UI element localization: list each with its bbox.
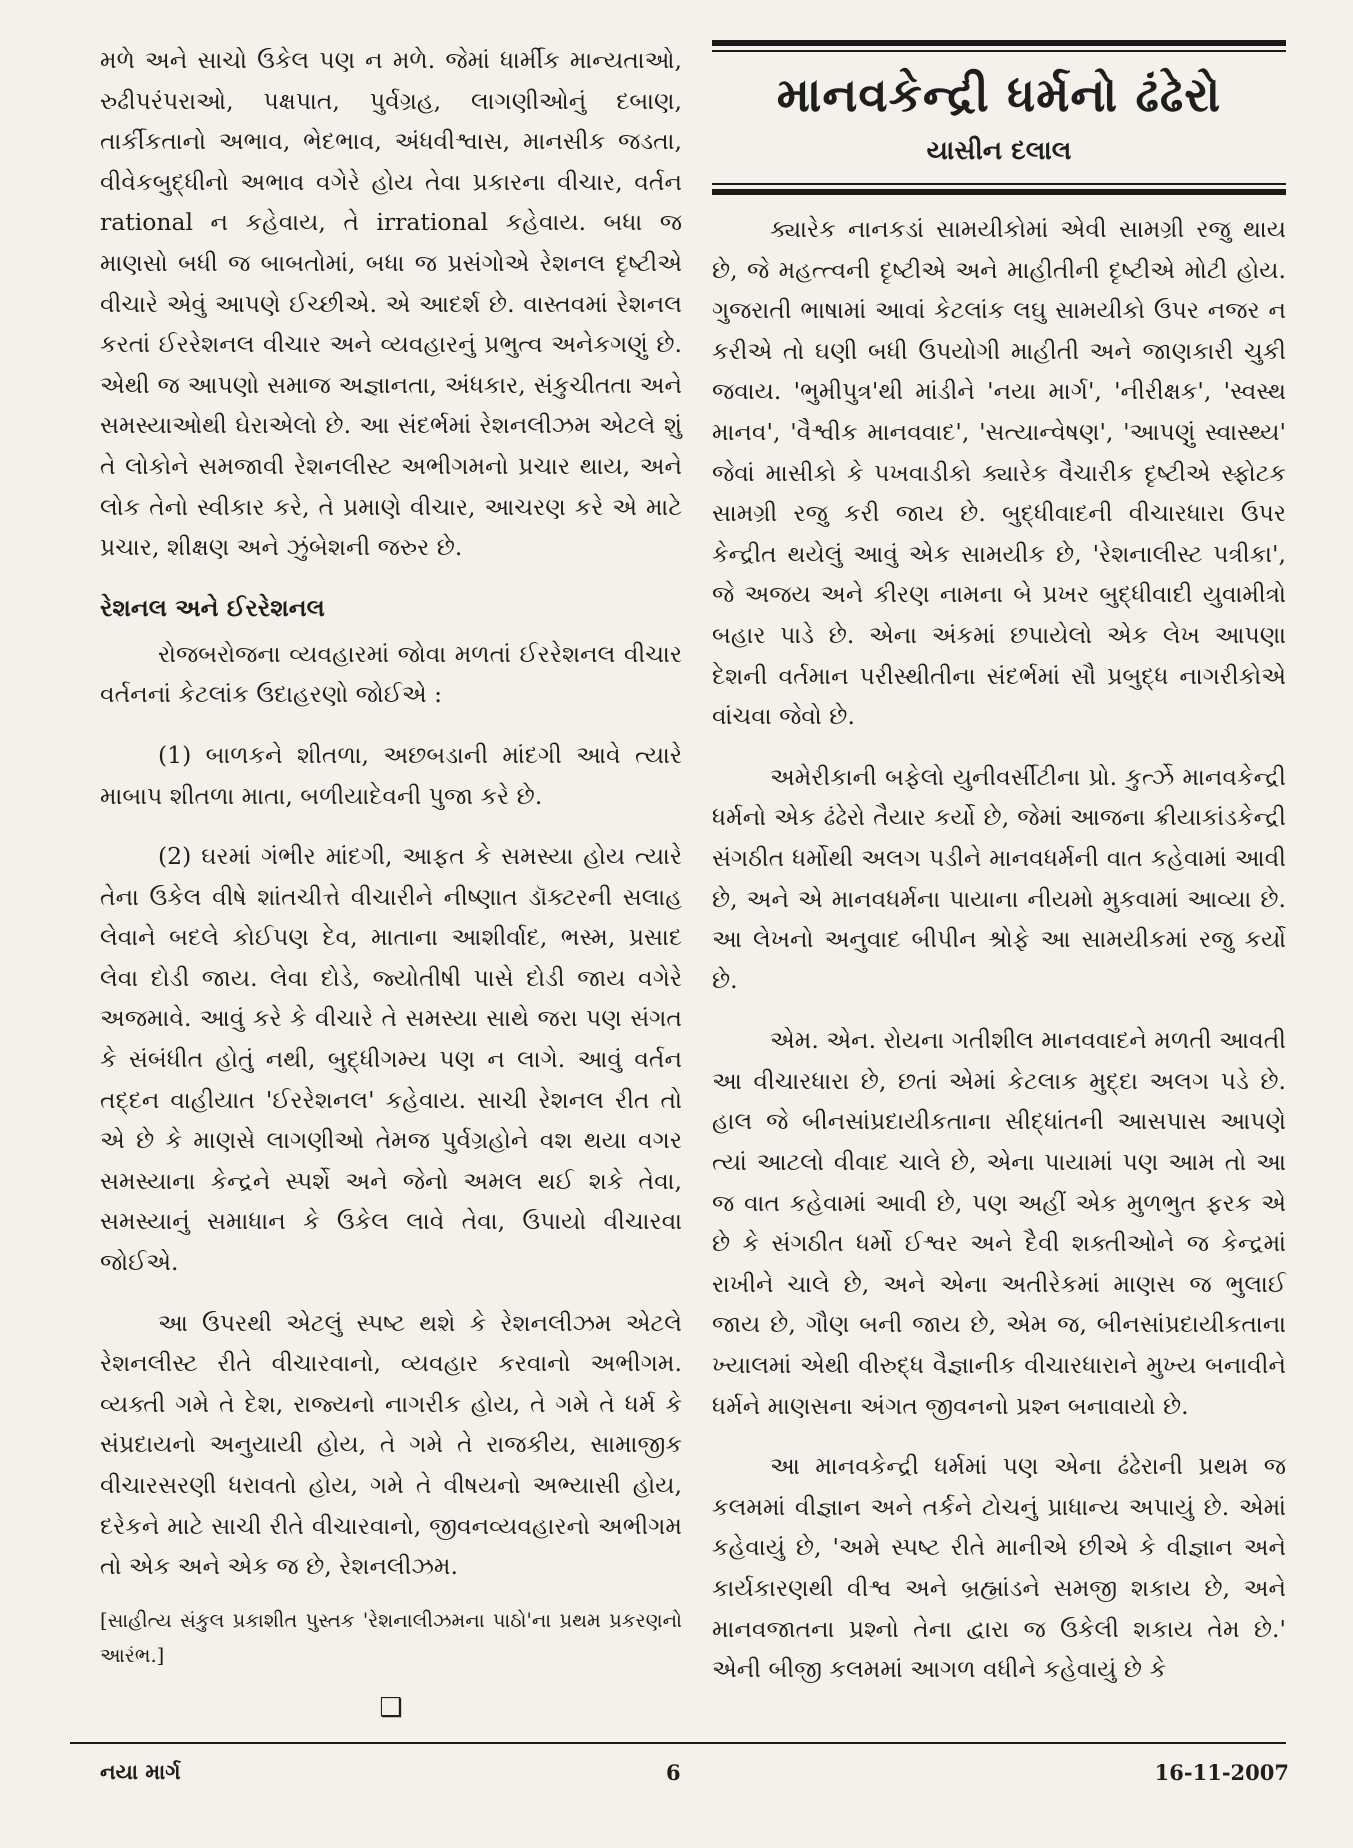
divider: [712, 183, 1286, 185]
page-number: 6: [666, 1760, 681, 1785]
divider: [712, 40, 1286, 46]
body-paragraph: ક્યારેક નાનકડાં સામયીકોમાં એવી સામગ્રી રજુ થાય છે, જે મહત્ત્વની દૃષ્ટીએ અને માહીતીની દૃષ્ટીએ મોટી હોય. ગુજરાતી ભાષામાં આવાં કેટલાંક લઘુ સામયીકો ઉપર નજર ન કરીએ તો ઘણી બધી ઉપયોગી માહીતી અને જાણકારી ચુકી જવાય. 'ભુમીપુત્ર'થી માંડીને 'નયા માર્ગ', 'નીરીક્ષક', 'સ્વસ્થ માનવ', 'વૈશ્વીક માનવવાદ', 'સત્યાન્વેષણ', 'આપણું સ્વાસ્થ્ય' જેવાં માસીકો કે પખવાડીકો ક્યારેક વૈચારીક દૃષ્ટીએ સ્ફોટક સામગ્રી રજુ કરી જાય છે. બુદ્ધીવાદની વીચારધારા ઉપર કેન્દ્રીત થયેલું આવું એક સામયીક છે, 'રેશનાલીસ્ટ પત્રીકા', જે અજય અને કીરણ નામના બે પ્રખર બુદ્ધીવાદી યુવામીત્રો બહાર પાડે છે. એના અંકમાં છપાયેલો એક લેખ આપણા દેશની વર્તમાન પરીસ્થીતીના સંદર્ભમાં સૌ પ્રબુદ્ધ નાગરીકોએ વાંચવા જેવો છે.: [712, 215, 1286, 731]
body-paragraph: મળે અને સાચો ઉકેલ પણ ન મળે. જેમાં ધાર્મીક માન્યતાઓ, રુઢીપરંપરાઓ, પક્ષપાત, પુર્વગ્રહ, લાગણીઓનું દબાણ, તાર્કીકતાનો અભાવ, ભેદભાવ, અંધવીશ્વાસ, માનસીક જડતા, વીવેકબુદ્ધીનો અભાવ વગેરે હોય તેવા પ્રકારના વીચાર, વર્તન rational ન કહેવાય, તે irrational કહેવાય. બધા જ માણસો બધી જ બાબતોમાં, બધા જ પ્રસંગોએ રેશનલ દૃષ્ટીએ વીચારે એવું આપણે ઈચ્છીએ. એ આદર્શ છે. વાસ્તવમાં રેશનલ કરતાં ઈરરેશનલ વીચાર અને વ્યવહારનું પ્રભુત્વ અનેકગણું છે. એથી જ આપણો સમાજ અજ્ઞાનતા, અંધકાર, સંકુચીતતા અને સમસ્યાઓથી ઘેરાએલો છે. આ સંદર્ભમાં રેશનલીઝમ એટલે શું તે લોકોને સમજાવી રેશનલીસ્ટ અભીગમનો પ્રચાર થાય, અને લોક તેનો સ્વીકાર કરે, તે પ્રમાણે વીચાર, આચરણ કરે એ માટે પ્રચાર, શીક્ષણ અને ઝુંબેશની જરુર છે.: [100, 46, 682, 562]
article-header: [712, 40, 1286, 195]
section-heading: રેશનલ અને ઈરરેશનલ: [100, 593, 325, 622]
body-paragraph: આ ઉપરથી એટલું સ્પષ્ટ થશે કે રેશનલીઝમ એટલે રેશનલીસ્ટ રીતે વીચારવાનો, વ્યવહાર કરવાનો અભીગમ. વ્યક્તી ગમે તે દેશ, રાજ્યનો નાગરીક હોય, તે ગમે તે ધર્મ કે સંપ્રદાયનો અનુયાયી હોય, તે ગમે તે રાજકીય, સામાજીક વીચારસરણી ધરાવતો હોય, ગમે તે વીષયનો અભ્યાસી હોય, દરેકને માટે સાચી રીતે વીચારવાનો, જીવનવ્યવહારનો અભીગમ તો એક અને એક જ છે, રેશનલીઝમ.: [100, 1308, 682, 1581]
footer-publication: નયા માર્ગ: [100, 1760, 181, 1784]
left-column: [100, 40, 682, 1723]
body-paragraph: અમેરીકાની બફેલો યુનીવર્સીટીના પ્રો. કુર્ત્ઝે માનવકેન્દ્રી ધર્મનો એક ઢંઢેરો તૈયાર કર્યો છે, જેમાં આજના ક્રીયાકાંડકેન્દ્રી સંગઠીત ધર્મોથી અલગ પડીને માનવધર્મની વાત કહેવામાં આવી છે, અને એ માનવધર્મના પાયાના નીયમો મુકવામાં આવ્યા છે. આ લેખનો અનુવાદ બીપીન શ્રોફે આ સામયીકમાં રજુ કર્યો છે.: [712, 762, 1286, 994]
article-author: યાસીન દલાલ: [926, 136, 1072, 166]
issue-date: 16-11-2007: [1154, 1760, 1289, 1785]
body-paragraph: આ માનવકેન્દ્રી ધર્મમાં પણ એના ઢંઢેરાની પ્રથમ જ કલમમાં વીજ્ઞાન અને તર્કને ટોચનું પ્રાધાન્ય અપાયું છે. એમાં કહેવાયું છે, 'અમે સ્પષ્ટ રીતે માનીએ છીએ કે વીજ્ઞાન અને કાર્યકારણથી વીશ્વ અને બ્રહ્માંડને સમજી શકાય છે, અને માનવજાતના પ્રશ્નો તેના દ્વારા જ ઉકેલી શકાય તેમ છે.' એની બીજી કલમમાં આગળ વધીને કહેવાયું છે કે: [712, 1452, 1286, 1684]
source-note: [સાહીત્ય સંકુલ પ્રકાશીત પુસ્તક 'રેશનાલીઝમના પાઠો'ના પ્રથમ પ્રકરણનો આરંભ.]: [100, 1608, 682, 1667]
divider: [712, 50, 1286, 52]
divider: [712, 189, 1286, 195]
footer-divider: [70, 1742, 1286, 1744]
example-paragraph: (2) ઘરમાં ગંભીર માંદગી, આફત કે સમસ્યા હોય ત્યારે તેના ઉકેલ વીષે શાંતચીત્તે વીચારીને નીષ્ણાત ડૉક્ટરની સલાહ લેવાને બદલે કોઈપણ દેવ, માતાના આશીર્વાદ, ભસ્મ, પ્રસાદ લેવા દોડી જાય. લેવા દોડે, જ્યોતીષી પાસે દોડી જાય વગેરે અજમાવે. આવું કરે કે વીચારે તે સમસ્યા સાથે જરા પણ સંગત કે સંબંધીત હોતું નથી, બુદ્ધીગમ્ય પણ ન લાગે. આવું વર્તન તદ્દન વાહીયાત 'ઈરરેશનલ' કહેવાય. સાચી રેશનલ રીત તો એ છે કે માણસે લાગણીઓ તેમજ પુર્વગ્રહોને વશ થયા વગર સમસ્યાના કેન્દ્રને સ્પર્શે અને જેનો અમલ થઈ શકે તેવા, સમસ્યાનું સમાધાન કે ઉકેલ લાવે તેવા, ઉપાયો વીચારવા જોઈએ.: [100, 842, 682, 1277]
body-paragraph: રોજબરોજના વ્યવહારમાં જોવા મળતાં ઈરરેશનલ વીચાર વર્તનનાં કેટલાંક ઉદાહરણો જોઈએ :: [100, 639, 682, 709]
right-column: [712, 40, 1286, 1690]
body-paragraph: એમ. એન. રોયના ગતીશીલ માનવવાદને મળતી આવતી આ વીચારધારા છે, છતાં એમાં કેટલાક મુદ્દા અલગ પડે છે. હાલ જે બીનસાંપ્રદાયીકતાના સીદ્ધાંતની આસપાસ આપણે ત્યાં આટલો વીવાદ ચાલે છે, એના પાયામાં પણ આમ તો આ જ વાત કહેવામાં આવી છે, પણ અહીં એક મુળભુત ફરક એ છે કે સંગઠીત ધર્મો ઈશ્વર અને દૈવી શક્તીઓને જ કેન્દ્રમાં રાખીને ચાલે છે, અને એના અતીરેકમાં માણસ જ ભુલાઈ જાય છે, ગૌણ બની જાય છે, એમ જ, બીનસાંપ્રદાયીકતાના ખ્યાલમાં એથી વીરુદ્ધ વૈજ્ઞાનીક વીચારધારાને મુખ્ય બનાવીને ધર્મને માણસના અંગત જીવનનો પ્રશ્ન બનાવાયો છે.: [712, 1026, 1286, 1420]
article-title: માનવકેન્દ્રી ધર્મનો ઢંઢેરો: [776, 68, 1222, 123]
example-paragraph: (1) બાળકને શીતળા, અછબડાની માંદગી આવે ત્યારે માબાપ શીતળા માતા, બળીયાદેવની પુજા કરે છે.: [100, 740, 682, 810]
end-square-icon: ❑: [379, 1692, 403, 1723]
